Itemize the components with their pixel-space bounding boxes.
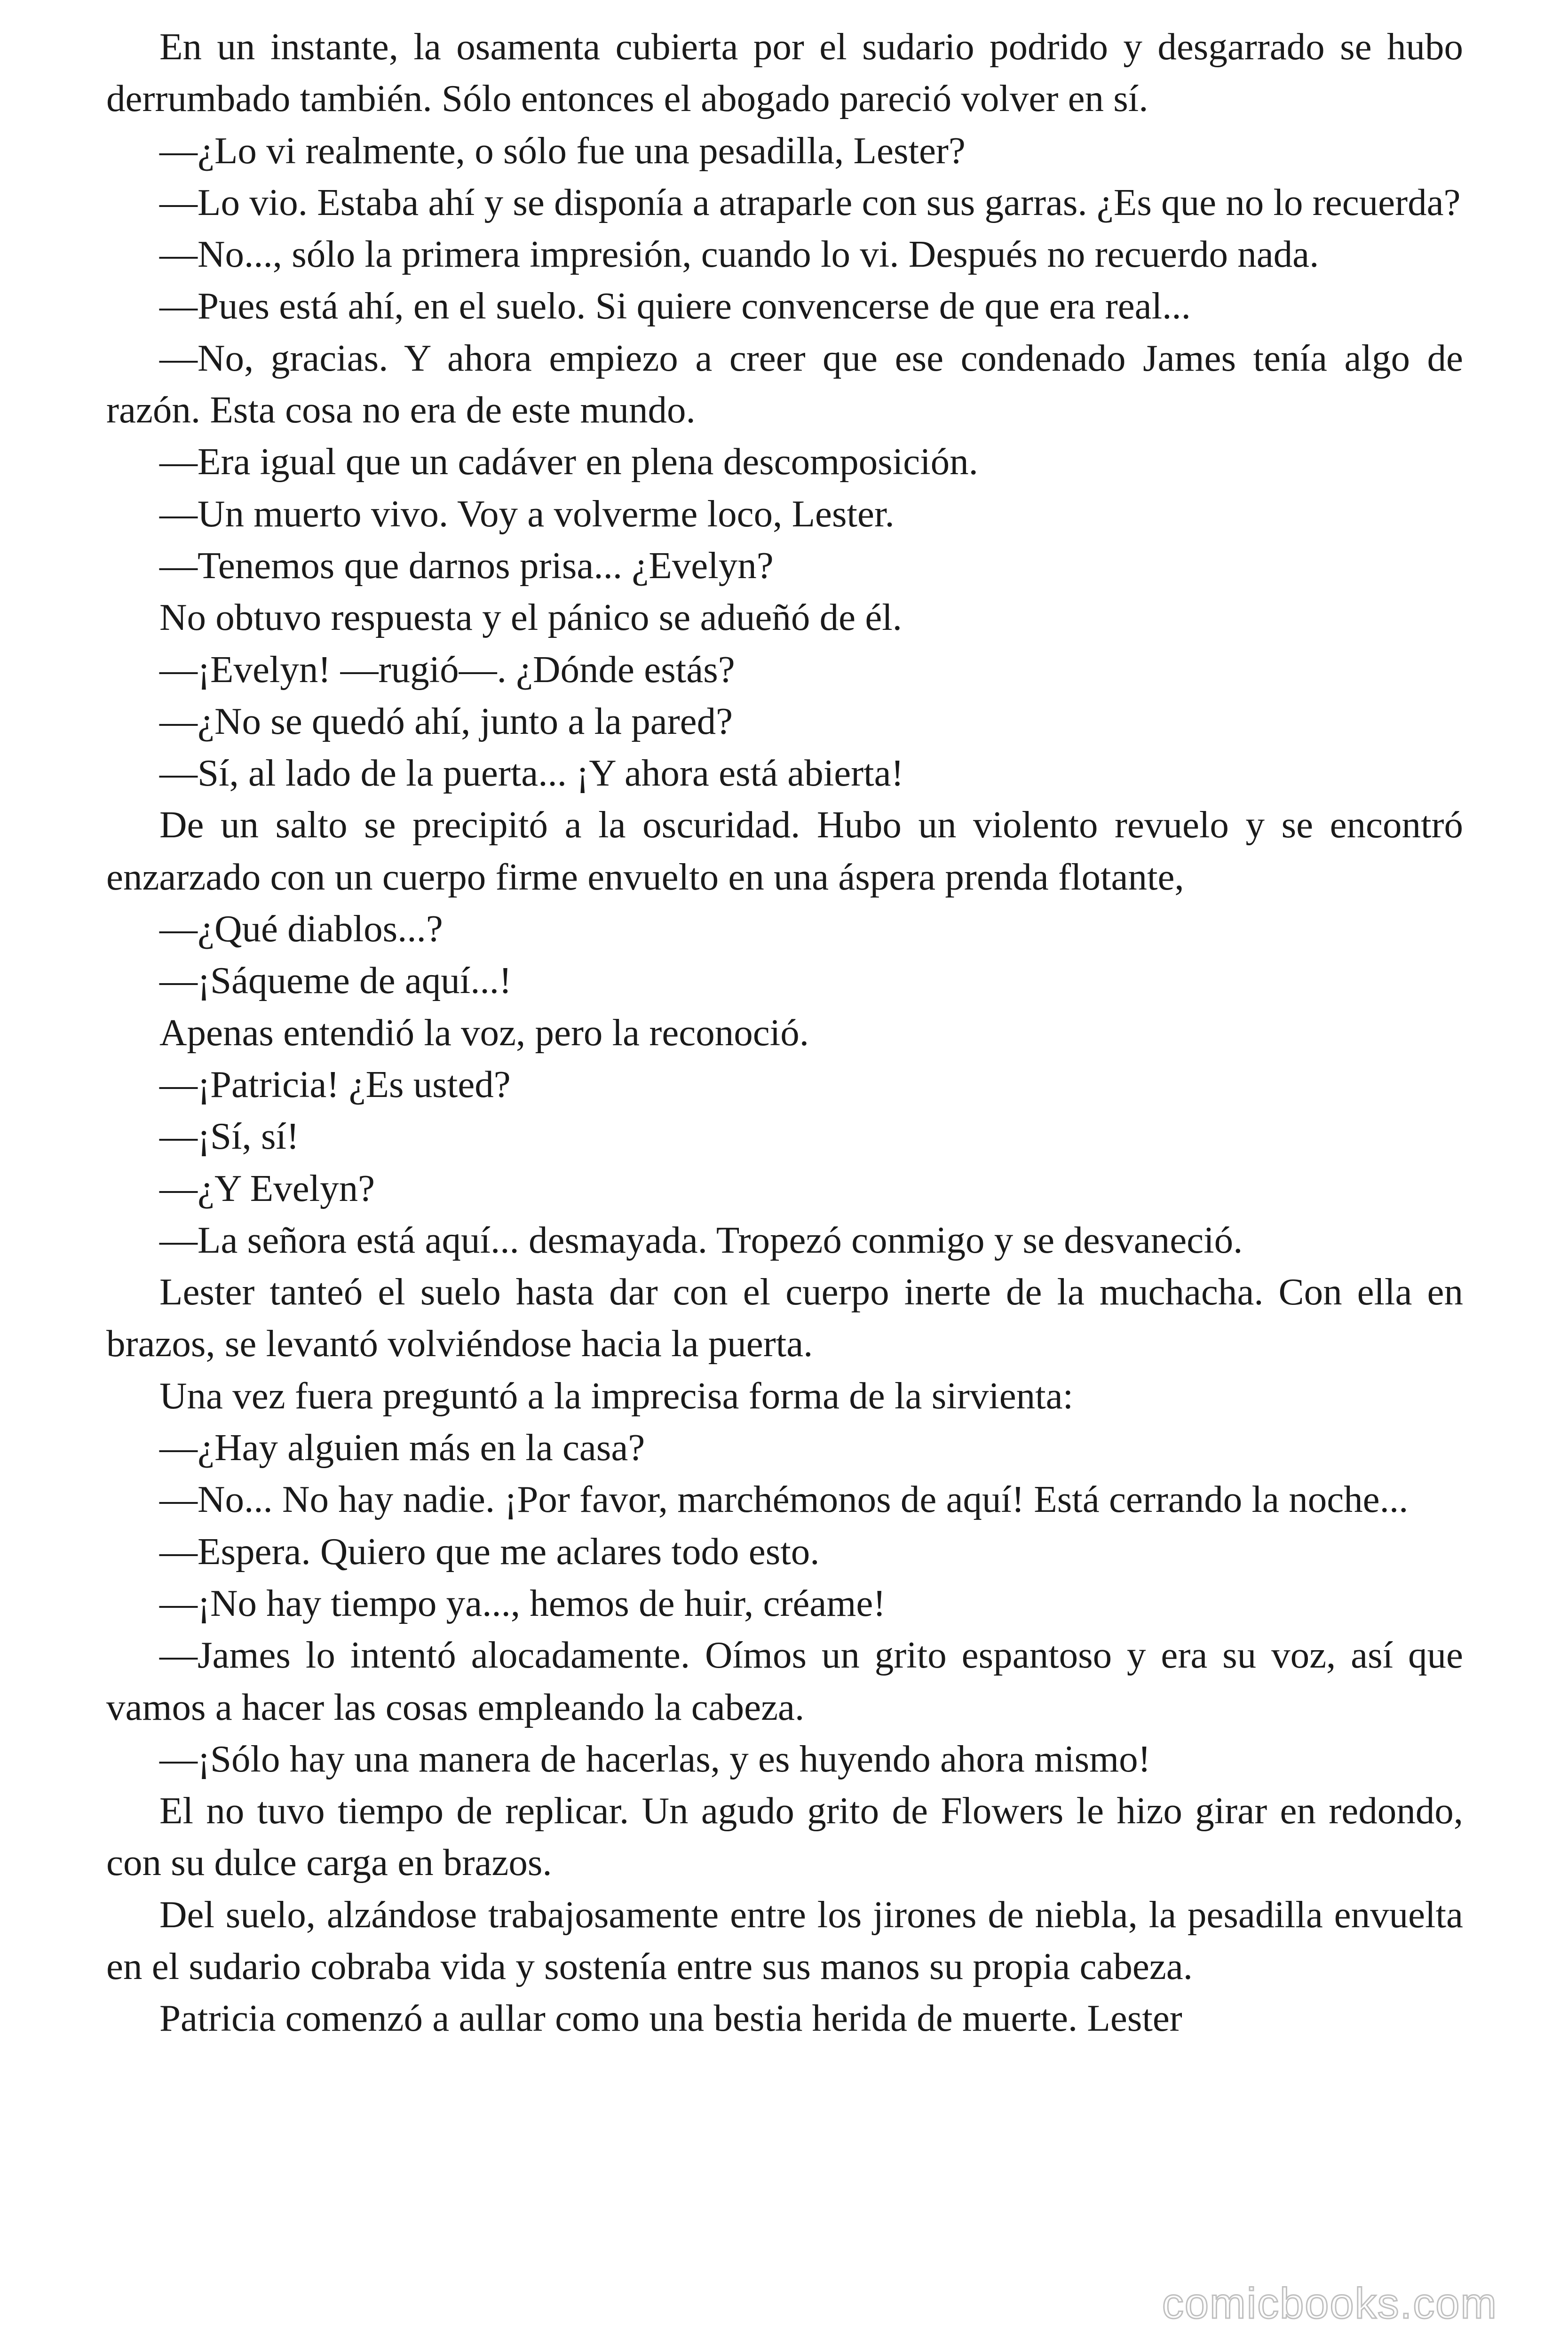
- paragraph: —¡Sáqueme de aquí...!: [159, 959, 512, 1002]
- paragraph: —¿Hay alguien más en la casa?: [159, 1426, 645, 1469]
- paragraph: —Tenemos que darnos prisa... ¿Evelyn?: [159, 544, 774, 587]
- paragraph: —No, gracias. Y ahora empiezo a creer que ese condenado James tenía algo de razón. Esta cosa no era de este mundo.: [106, 336, 1463, 431]
- paragraph: —No... No hay nadie. ¡Por favor, marchémonos de aquí! Está cerrando la noche...: [159, 1478, 1409, 1521]
- paragraph: —Un muerto vivo. Voy a volverme loco, Lester.: [159, 492, 895, 535]
- paragraph: —James lo intentó alocadamente. Oímos un grito espantoso y era su voz, así que vamos a hacer las cosas empleando la cabeza.: [106, 1634, 1463, 1728]
- paragraph: —¡Evelyn! —rugió—. ¿Dónde estás?: [159, 648, 735, 691]
- paragraph: Apenas entendió la voz, pero la reconoció.: [159, 1011, 809, 1054]
- paragraph: Patricia comenzó a aullar como una bestia herida de muerte. Lester: [159, 1997, 1182, 2040]
- paragraph: —¡Patricia! ¿Es usted?: [159, 1063, 511, 1105]
- paragraph: —¿Lo vi realmente, o sólo fue una pesadilla, Lester?: [159, 129, 966, 172]
- book-page-text: [106, 21, 1463, 2044]
- paragraph: —No..., sólo la primera impresión, cuando lo vi. Después no recuerdo nada.: [159, 233, 1319, 276]
- paragraph: En un instante, la osamenta cubierta por el sudario podrido y desgarrado se hubo derrumbado también. Sólo entonces el abogado pareció volver en sí.: [106, 25, 1463, 120]
- paragraph: —Espera. Quiero que me aclares todo esto.: [159, 1530, 820, 1573]
- paragraph: —La señora está aquí... desmayada. Tropezó conmigo y se desvaneció.: [159, 1218, 1243, 1261]
- paragraph: —¿No se quedó ahí, junto a la pared?: [159, 699, 733, 742]
- paragraph: —Pues está ahí, en el suelo. Si quiere convencerse de que era real...: [159, 285, 1191, 327]
- paragraph: —¿Qué diablos...?: [159, 907, 443, 950]
- paragraph: —Era igual que un cadáver en plena descomposición.: [159, 440, 978, 483]
- paragraph: No obtuvo respuesta y el pánico se adueñó de él.: [159, 596, 903, 639]
- watermark-text: comicbooks.com: [1162, 2280, 1497, 2328]
- paragraph: El no tuvo tiempo de replicar. Un agudo grito de Flowers le hizo girar en redondo, con su dulce carga en brazos.: [106, 1789, 1463, 1884]
- paragraph: Del suelo, alzándose trabajosamente entre los jirones de niebla, la pesadilla envuelta en el sudario cobraba vida y sostenía entre sus manos su propia cabeza.: [106, 1893, 1463, 1987]
- paragraph: —¿Y Evelyn?: [159, 1167, 375, 1209]
- paragraph: —Lo vio. Estaba ahí y se disponía a atraparle con sus garras. ¿Es que no lo recuerda?: [159, 181, 1461, 223]
- paragraph: Lester tanteó el suelo hasta dar con el cuerpo inerte de la muchacha. Con ella en brazos, se levantó volviéndose hacia la puerta.: [106, 1271, 1463, 1365]
- paragraph: Una vez fuera preguntó a la imprecisa forma de la sirvienta:: [159, 1374, 1074, 1417]
- paragraph: De un salto se precipitó a la oscuridad. Hubo un violento revuelo y se encontró enzarzado con un cuerpo firme envuelto en una áspera prenda flotante,: [106, 803, 1463, 898]
- paragraph: —Sí, al lado de la puerta... ¡Y ahora está abierta!: [159, 752, 904, 795]
- paragraph: —¡Sólo hay una manera de hacerlas, y es huyendo ahora mismo!: [159, 1737, 1151, 1780]
- paragraph: —¡Sí, sí!: [159, 1115, 300, 1158]
- paragraph: —¡No hay tiempo ya..., hemos de huir, créame!: [159, 1581, 886, 1624]
